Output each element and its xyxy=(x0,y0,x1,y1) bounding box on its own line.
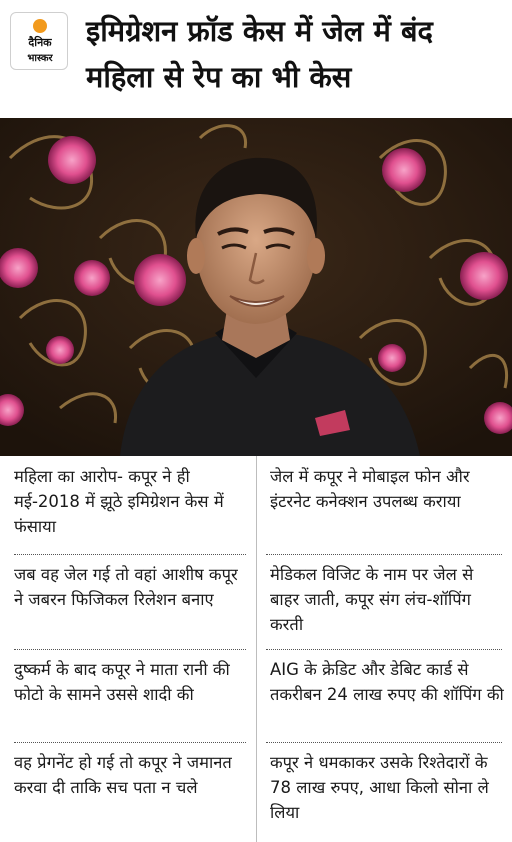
row-divider xyxy=(266,742,502,743)
point-left-3: दुष्कर्म के बाद कपूर ने माता रानी की फोटो के सामने उससे शादी की xyxy=(14,660,230,704)
row-divider xyxy=(14,649,246,650)
point-right-4: कपूर ने धमकाकर उसके रिश्तेदारों के 78 लाख रुपए, आधा किलो सोना ले लिया xyxy=(270,753,489,822)
logo-text-line2: भास्कर xyxy=(27,53,53,64)
row-divider xyxy=(266,649,502,650)
news-photo xyxy=(0,118,512,456)
point-left-4: वह प्रेगनेंट हो गई तो कपूर ने जमानत करवा दी ताकि सच पता न चले xyxy=(14,753,232,797)
man-portrait-photo xyxy=(0,118,512,456)
row-divider xyxy=(14,742,246,743)
row-divider xyxy=(14,554,246,555)
dainik-bhaskar-logo[interactable] xyxy=(10,12,68,70)
logo-text-line1: दैनिक xyxy=(28,36,52,49)
headline: इमिग्रेशन फ्रॉड केस में जेल में बंद महिला से रेप का भी केस xyxy=(86,14,433,94)
sun-icon xyxy=(33,19,47,33)
header xyxy=(0,0,512,118)
key-points-grid xyxy=(0,456,512,842)
point-left-2: जब वह जेल गई तो वहां आशीष कपूर ने जबरन फिजिकल रिलेशन बनाए xyxy=(14,565,238,609)
point-left-1: महिला का आरोप- कपूर ने ही मई-2018 में झूठे इमिग्रेशन केस में फंसाया xyxy=(14,467,224,536)
point-right-1: जेल में कपूर ने मोबाइल फोन और इंटरनेट कनेक्शन उपलब्ध कराया xyxy=(270,467,470,511)
point-right-3: AIG के क्रेडिट और डेबिट कार्ड से तकरीबन 24 लाख रुपए की शॉपिंग की xyxy=(270,660,504,704)
row-divider xyxy=(266,554,502,555)
point-right-2: मेडिकल विजिट के नाम पर जेल से बाहर जाती, कपूर संग लंच-शॉपिंग करती xyxy=(270,565,474,634)
column-divider xyxy=(256,456,257,842)
